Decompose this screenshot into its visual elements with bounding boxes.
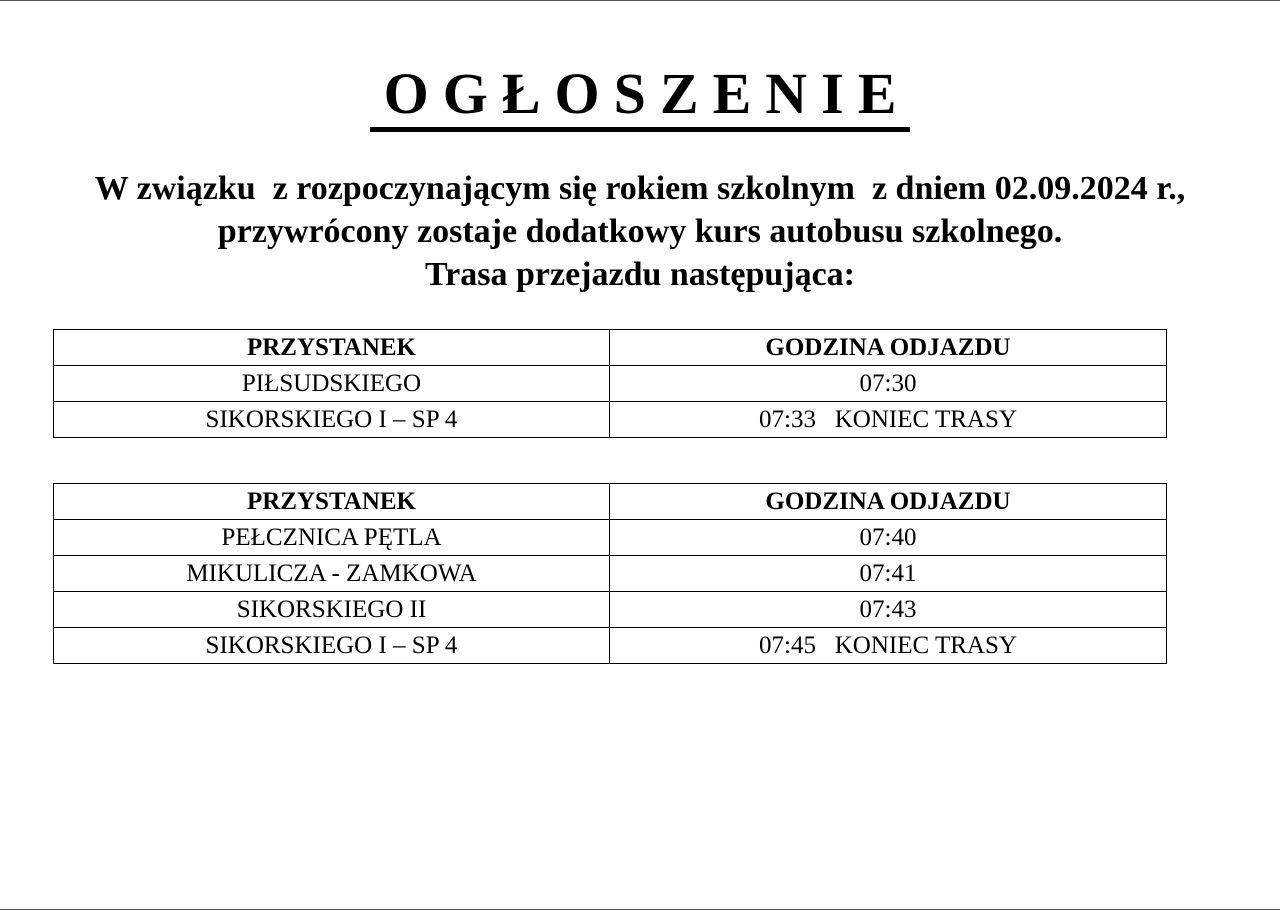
- table-header-row: [54, 484, 1167, 520]
- table-row: [54, 628, 1167, 664]
- stop-name: SIKORSKIEGO I – SP 4: [54, 402, 610, 438]
- departure-time: 07:40: [610, 520, 1167, 556]
- stop-name: PEŁCZNICA PĘTLA: [54, 520, 610, 556]
- announcement-intro: [0, 167, 1280, 296]
- departure-time: 07:43: [610, 592, 1167, 628]
- route-table-2: [53, 483, 1167, 664]
- announcement-title: OGŁOSZENIE: [370, 61, 911, 132]
- table-header-row: [54, 330, 1167, 366]
- route-table-1: [53, 329, 1167, 438]
- table-row: [54, 520, 1167, 556]
- intro-line-2: przywrócony zostaje dodatkowy kurs autobusu szkolnego.: [217, 213, 1063, 250]
- departure-time: 07:30: [610, 366, 1167, 402]
- table-row: [54, 402, 1167, 438]
- title-wrapper: [0, 61, 1280, 132]
- header-stop: PRZYSTANEK: [54, 330, 610, 366]
- departure-time: 07:45 KONIEC TRASY: [610, 628, 1167, 664]
- stop-name: MIKULICZA - ZAMKOWA: [54, 556, 610, 592]
- intro-line-3: Trasa przejazdu następująca:: [425, 256, 855, 293]
- header-departure-time: GODZINA ODJAZDU: [610, 484, 1167, 520]
- departure-time: 07:41: [610, 556, 1167, 592]
- stop-name: PIŁSUDSKIEGO: [54, 366, 610, 402]
- header-stop: PRZYSTANEK: [54, 484, 610, 520]
- table-row: [54, 366, 1167, 402]
- table-row: [54, 556, 1167, 592]
- header-departure-time: GODZINA ODJAZDU: [610, 330, 1167, 366]
- stop-name: SIKORSKIEGO II: [54, 592, 610, 628]
- intro-line-1: W związku z rozpoczynającym się rokiem szkolnym z dniem 02.09.2024 r.,: [94, 170, 1186, 207]
- table-row: [54, 592, 1167, 628]
- departure-time: 07:33 KONIEC TRASY: [610, 402, 1167, 438]
- stop-name: SIKORSKIEGO I – SP 4: [54, 628, 610, 664]
